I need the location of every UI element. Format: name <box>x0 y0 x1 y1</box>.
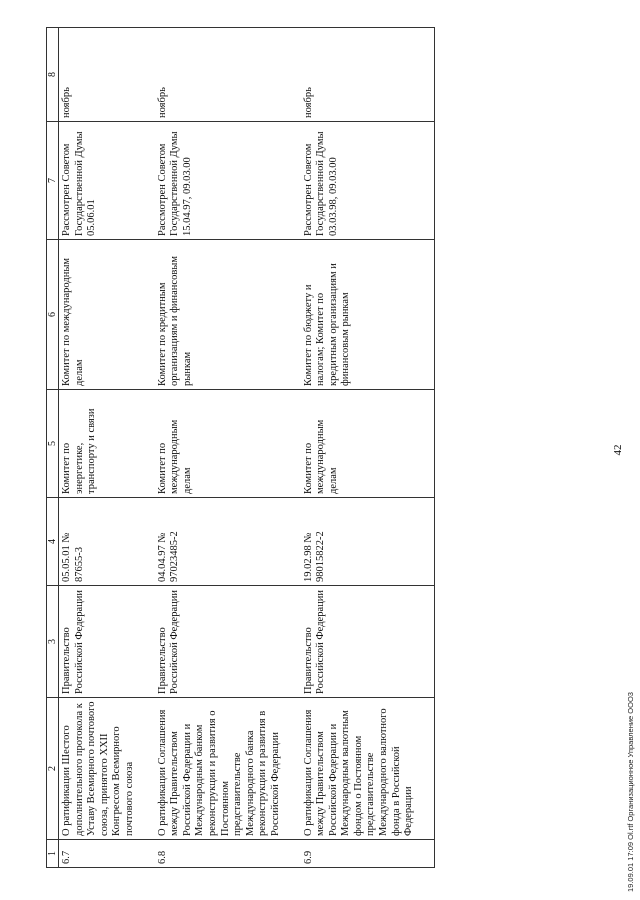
bill-title: О ратификации Соглашения между Правительством Российской Федерации и Международным валютным фондом о Постоянном представительстве Международного валютного фонда в Российской Федерации <box>301 698 435 840</box>
column-header: 1 <box>47 840 59 868</box>
initiator: Правительство Российской Федерации <box>301 586 435 698</box>
bill-title: О ратификации Шестого дополнительного протокола к Уставу Всемирного почтового союза, принятого XXII Конгрессом Всемирного почтового союза <box>59 698 155 840</box>
co-committee: Комитет по бюджету и налогам; Комитет по кредитным организациям и финансовым рынкам <box>301 240 435 390</box>
initiator: Правительство Российской Федерации <box>59 586 155 698</box>
month: ноябрь <box>301 28 435 122</box>
registration: 04.04.97 № 97023485-2 <box>155 498 301 586</box>
bills-table <box>46 27 435 868</box>
row-number: 6.7 <box>59 840 155 868</box>
column-header: 2 <box>47 698 59 840</box>
co-committee: Комитет по международным делам <box>59 240 155 390</box>
column-header: 3 <box>47 586 59 698</box>
footer-text: 19.09.01 17:09 Ol.rtf Организационное Управление ООО3 <box>626 692 635 892</box>
column-header: 7 <box>47 122 59 240</box>
month: ноябрь <box>59 28 155 122</box>
co-committee: Комитет по кредитным организациям и финансовым рынкам <box>155 240 301 390</box>
responsible-committee: Комитет по международным делам <box>301 390 435 498</box>
column-header: 6 <box>47 240 59 390</box>
month: ноябрь <box>155 28 301 122</box>
row-number: 6.8 <box>155 840 301 868</box>
column-number-row <box>47 28 59 868</box>
initiator: Правительство Российской Федерации <box>155 586 301 698</box>
page-number: 42 <box>612 444 624 456</box>
column-header: 8 <box>47 28 59 122</box>
table-row <box>155 28 301 868</box>
registration: 05.05.01 № 87655-3 <box>59 498 155 586</box>
table-row <box>59 28 155 868</box>
status: Рассмотрен Советом Государственной Думы 03.03.98, 09.03.00 <box>301 122 435 240</box>
row-number: 6.9 <box>301 840 435 868</box>
table-row <box>301 28 435 868</box>
bill-title: О ратификации Соглашения между Правительством Российской Федерации и Международным банком реконструкции и развития о Постоянном представительстве Международного банка реконструкции и развития в Российской Федерации <box>155 698 301 840</box>
registration: 19.02.98 № 98015822-2 <box>301 498 435 586</box>
responsible-committee: Комитет по международным делам <box>155 390 301 498</box>
status: Рассмотрен Советом Государственной Думы 15.04.97, 09.03.00 <box>155 122 301 240</box>
responsible-committee: Комитет по энергетике, транспорту и связи <box>59 390 155 498</box>
status: Рассмотрен Советом Государственной Думы 05.06.01 <box>59 122 155 240</box>
column-header: 4 <box>47 498 59 586</box>
column-header: 5 <box>47 390 59 498</box>
bills-table-wrapper <box>46 28 435 868</box>
